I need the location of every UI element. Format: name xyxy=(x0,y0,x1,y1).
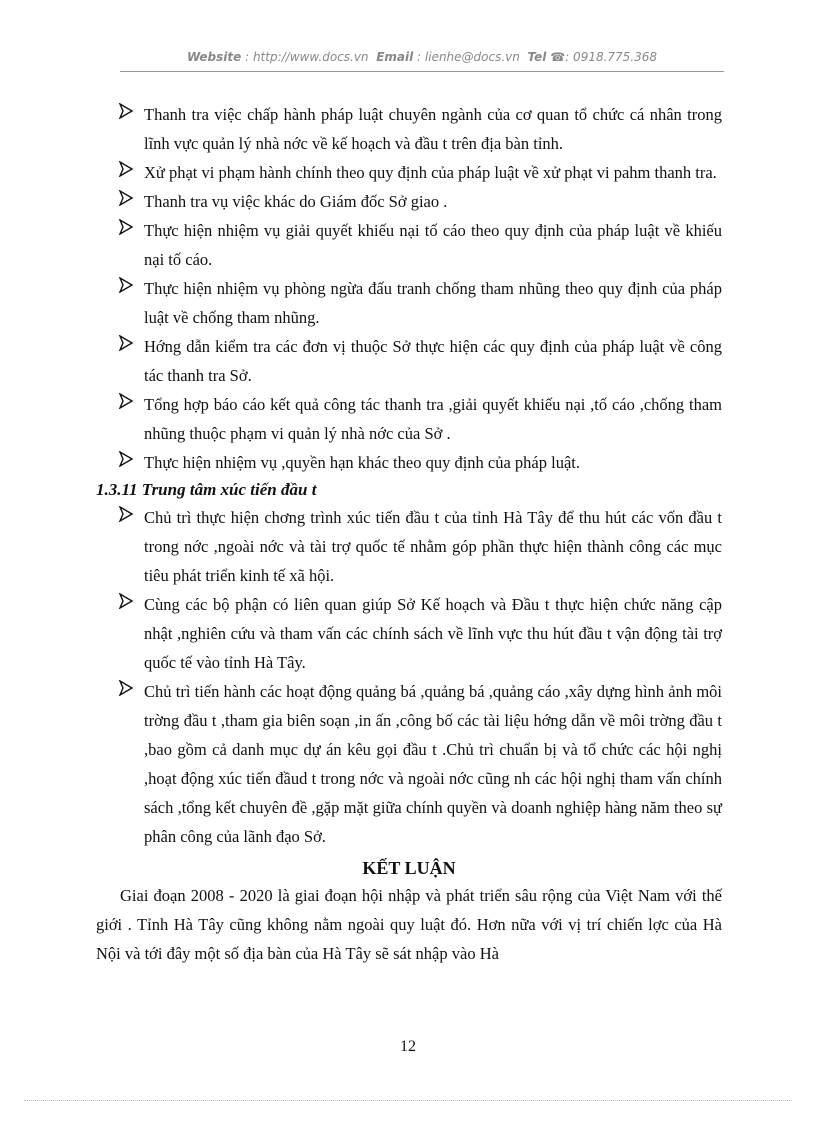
bullet-text: Thanh tra vụ việc khác do Giám đốc Sở giao . xyxy=(144,192,448,211)
bullet-text: Chủ trì tiến hành các hoạt động quảng bá ,quảng bá ,quảng cáo ,xây dựng hình ảnh môi trờng đầu t ,tham gia biên soạn ,in ấn ,công bố các tài liệu hớng dẫn về môi trờng đầu t ,bao gồm cả danh mục dự án kêu gọi đầu t .Chủ trì chuẩn bị và tổ chức các hội nghị ,hoạt động xúc tiến đầud t trong nớc và ngoài nớc cũng nh các hội nghị tham vấn chính sách ,tổng kết chuyên đề ,gặp mặt giữa chính quyền và doanh nghiệp hàng năm theo sự phân công của lãnh đạo Sở. xyxy=(144,682,722,846)
arrow-bullet-icon xyxy=(118,335,134,351)
inspection-duties-list xyxy=(96,100,722,477)
bullet-text: Thực hiện nhiệm vụ phòng ngừa đấu tranh chống tham nhũng theo quy định của pháp luật về chống tham nhũng. xyxy=(144,279,722,327)
arrow-bullet-icon xyxy=(118,219,134,235)
bullet-text: Cùng các bộ phận có liên quan giúp Sở Kế hoạch và Đầu t thực hiện chức năng cập nhật ,nghiên cứu và tham vấn các chính sách về lĩnh vực thu hút đầu t vận động tài trợ quốc tế vào tỉnh Hà Tây. xyxy=(144,595,722,672)
website-value: : http://www.docs.vn xyxy=(245,50,369,64)
arrow-bullet-icon xyxy=(118,506,134,522)
arrow-bullet-icon xyxy=(118,190,134,206)
bullet-item xyxy=(96,216,722,274)
bullet-item xyxy=(96,503,722,590)
bullet-text: Thanh tra việc chấp hành pháp luật chuyên ngành của cơ quan tổ chức cá nhân trong lĩnh vực quản lý nhà nớc về kế hoạch và đầu t trên địa bàn tỉnh. xyxy=(144,105,722,153)
bullet-item xyxy=(96,590,722,677)
website-label: Website xyxy=(186,50,242,64)
bullet-item xyxy=(96,390,722,448)
phone-icon: ☎ xyxy=(550,50,566,64)
bullet-item xyxy=(96,100,722,158)
footer-rule xyxy=(24,1100,792,1101)
bullet-text: Hớng dẫn kiểm tra các đơn vị thuộc Sở thực hiện các quy định của pháp luật về công tác thanh tra Sở. xyxy=(144,337,722,385)
page-header xyxy=(120,50,724,70)
conclusion-title: KẾT LUẬN xyxy=(362,858,456,878)
arrow-bullet-icon xyxy=(118,161,134,177)
bullet-text: Thực hiện nhiệm vụ ,quyền hạn khác theo quy định của pháp luật. xyxy=(144,453,580,472)
investment-center-duties-list xyxy=(96,503,722,851)
arrow-bullet-icon xyxy=(118,593,134,609)
arrow-bullet-icon xyxy=(118,277,134,293)
bullet-item xyxy=(96,332,722,390)
bullet-item xyxy=(96,448,722,477)
tel-label: Tel xyxy=(527,50,547,64)
bullet-item xyxy=(96,187,722,216)
email-value: : lienhe@docs.vn xyxy=(417,50,520,64)
bullet-item xyxy=(96,274,722,332)
page-number: 12 xyxy=(400,1038,416,1055)
document-body xyxy=(96,100,722,968)
bullet-text: Chủ trì thực hiện chơng trình xúc tiến đầu t của tỉnh Hà Tây để thu hút các vốn đầu t trong nớc ,ngoài nớc và tài trợ quốc tế nhằm góp phần thực hiện thành công các mục tiêu phát triển kinh tế xã hội. xyxy=(144,508,722,585)
bullet-text: Xử phạt vi phạm hành chính theo quy định của pháp luật về xử phạt vi pahm thanh tra. xyxy=(144,163,717,182)
arrow-bullet-icon xyxy=(118,680,134,696)
bullet-text: Tổng hợp báo cáo kết quả công tác thanh tra ,giải quyết khiếu nại ,tố cáo ,chống tham nhũng thuộc phạm vi quản lý nhà nớc của Sở . xyxy=(144,395,722,443)
conclusion-paragraph: Giai đoạn 2008 - 2020 là giai đoạn hội nhập và phát triển sâu rộng của Việt Nam với thế giới . Tỉnh Hà Tây cũng không nằm ngoài quy luật đó. Hơn nữa với vị trí chiến lợc của Hà Nội và tới đây một số địa bàn của Hà Tây sẽ sát nhập vào Hà xyxy=(96,886,722,963)
arrow-bullet-icon xyxy=(118,393,134,409)
bullet-item xyxy=(96,158,722,187)
header-rule xyxy=(120,71,724,72)
arrow-bullet-icon xyxy=(118,103,134,119)
bullet-text: Thực hiện nhiệm vụ giải quyết khiếu nại tố cáo theo quy định của pháp luật về khiếu nại tố cáo. xyxy=(144,221,722,269)
bullet-item xyxy=(96,677,722,851)
section-title: 1.3.11 Trung tâm xúc tiến đầu t xyxy=(96,480,317,499)
arrow-bullet-icon xyxy=(118,451,134,467)
tel-value: : 0918.775.368 xyxy=(565,50,658,64)
email-label: Email xyxy=(376,50,414,64)
